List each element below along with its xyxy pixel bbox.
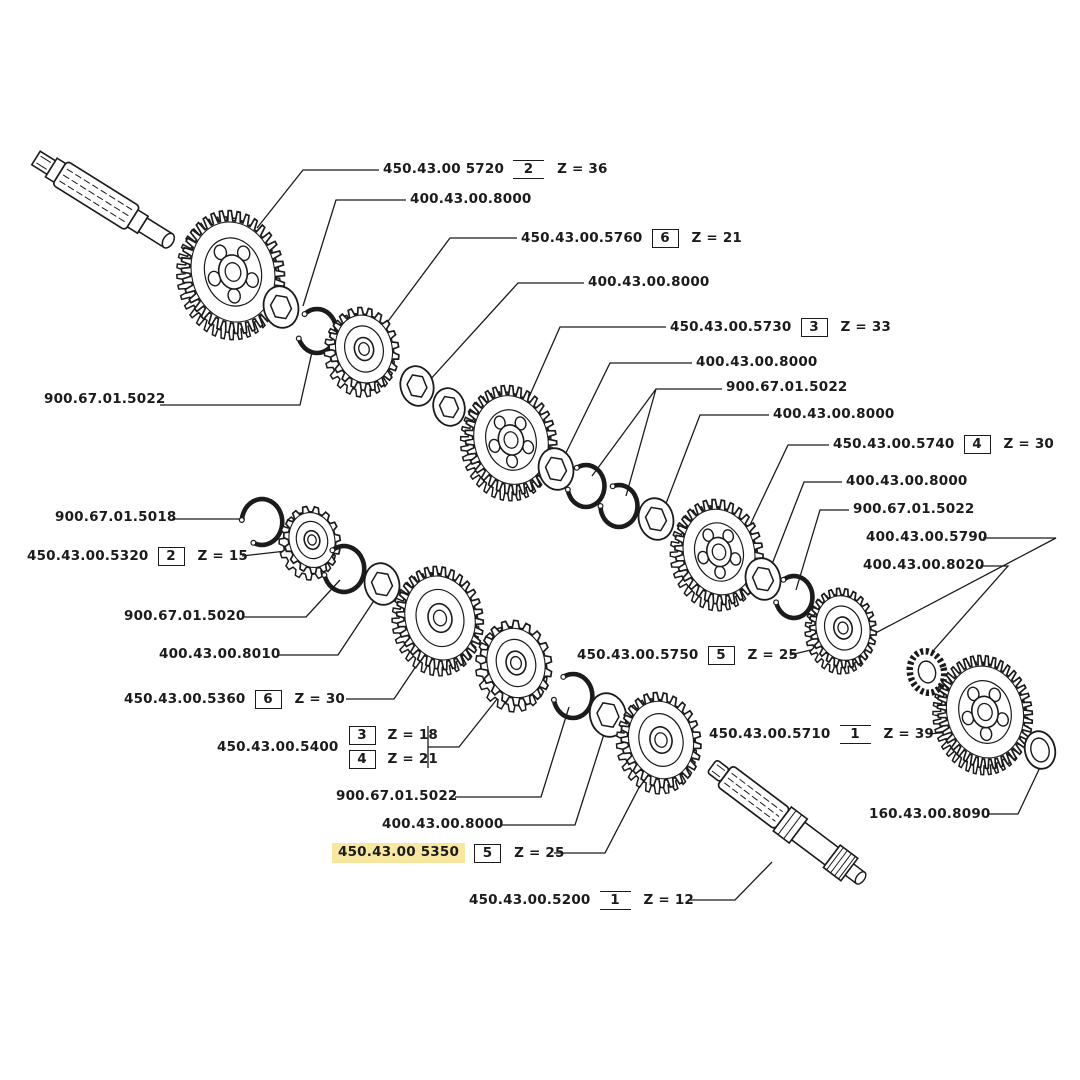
item-index: 3	[801, 318, 828, 337]
tooth-count: Z = 21	[691, 230, 743, 246]
item-index: 6	[255, 690, 282, 709]
label-400-43-00-8000	[696, 354, 818, 371]
tooth-count: Z = 36	[557, 161, 608, 177]
label-160-43-00-8090	[869, 806, 991, 823]
tooth-count: Z = 25	[514, 844, 565, 861]
part-number: 160.43.00.8090	[869, 806, 991, 822]
part-number: 400.43.00.8000	[410, 191, 532, 207]
label-400-43-00-8020	[863, 557, 985, 574]
item-index: 3	[349, 726, 376, 745]
tooth-count: Z = 33	[840, 319, 892, 335]
label-450-43-00-5400	[217, 726, 438, 769]
part-number: 450.43.00.5200	[469, 892, 591, 908]
tooth-count: Z = 12	[643, 892, 695, 908]
tooth-count: Z = 30	[294, 691, 346, 707]
label-400-43-00-8000	[588, 274, 710, 291]
variant-row	[349, 750, 439, 769]
label-450-43-00-5760	[521, 229, 742, 248]
item-index: 6	[652, 229, 679, 248]
part-number: 450.43.00 5720	[383, 161, 505, 177]
part-number: 400.43.00.5790	[866, 529, 988, 545]
label-900-67-01-5018	[55, 509, 177, 526]
part-number: 400.43.00.8000	[382, 816, 504, 832]
tooth-count: Z = 30	[1003, 436, 1055, 452]
item-index: 4	[349, 750, 376, 769]
tooth-count: Z = 18	[387, 727, 439, 743]
tooth-count: Z = 25	[747, 647, 799, 663]
gear-z25-drawing	[796, 581, 886, 681]
part-number: 450.43.00.5400	[217, 739, 339, 755]
part-number: 400.43.00.8010	[159, 646, 281, 662]
hex-washer-drawing	[429, 385, 468, 429]
part-number: 450.43.00.5750	[577, 647, 699, 663]
item-index: 2	[158, 547, 185, 566]
label-900-67-01-5022	[336, 788, 458, 805]
part-number: 450.43.00.5760	[521, 230, 643, 246]
part-number: 400.43.00.8020	[863, 557, 985, 573]
item-index: 2	[513, 160, 544, 179]
part-number: 450.43.00.5360	[124, 691, 246, 707]
label-400-43-00-8000	[410, 191, 532, 208]
item-index: 4	[964, 435, 991, 454]
circlip-drawing	[239, 499, 282, 545]
part-number-highlighted: 450.43.00 5350	[332, 843, 465, 863]
part-number: 900.67.01.5022	[726, 379, 848, 395]
item-index: 5	[708, 646, 735, 665]
label-450-43-00-5200	[469, 891, 694, 910]
item-index: 5	[474, 844, 501, 863]
circlip-drawing	[552, 674, 593, 718]
label-450-43-00-5350-highlighted	[332, 843, 565, 863]
label-900-67-01-5022	[44, 391, 166, 408]
input-shaft-drawing	[29, 146, 180, 255]
label-400-43-00-8010	[159, 646, 281, 663]
part-number: 450.43.00.5730	[670, 319, 792, 335]
part-number: 450.43.00.5320	[27, 548, 149, 564]
tooth-count: Z = 15	[197, 548, 249, 564]
label-400-43-00-5790	[866, 529, 988, 546]
part-number: 450.43.00.5710	[709, 726, 831, 742]
label-900-67-01-5020	[124, 608, 246, 625]
item-index: 1	[840, 725, 871, 744]
label-400-43-00-8000	[382, 816, 504, 833]
label-450-43-00-5740	[833, 435, 1054, 454]
label-450-43-00-5360	[124, 690, 345, 709]
label-450-43-00-5720	[383, 160, 608, 179]
label-400-43-00-8000	[773, 406, 895, 423]
part-number: 400.43.00.8000	[588, 274, 710, 290]
part-number: 900.67.01.5022	[853, 501, 975, 517]
label-400-43-00-8000	[846, 473, 968, 490]
part-number: 900.67.01.5018	[55, 509, 177, 525]
gear-z33-drawing	[448, 376, 569, 511]
part-number: 900.67.01.5022	[336, 788, 458, 804]
label-450-43-00-5750	[577, 646, 798, 665]
part-number: 450.43.00.5740	[833, 436, 955, 452]
part-number: 400.43.00.8000	[696, 354, 818, 370]
gear-z39-drawing	[920, 645, 1045, 785]
variant-row	[349, 726, 439, 745]
label-900-67-01-5022	[726, 379, 848, 396]
label-900-67-01-5022	[853, 501, 975, 518]
part-number: 400.43.00.8000	[846, 473, 968, 489]
part-number: 400.43.00.8000	[773, 406, 895, 422]
main-shaft-drawing	[703, 754, 873, 892]
label-450-43-00-5320	[27, 547, 248, 566]
part-number: 900.67.01.5022	[44, 391, 166, 407]
label-450-43-00-5730	[670, 318, 891, 337]
variant-rows	[349, 726, 439, 769]
hex-washer-drawing	[396, 363, 438, 410]
hex-washer-drawing	[634, 494, 678, 543]
part-number: 900.67.01.5020	[124, 608, 246, 624]
item-index: 1	[600, 891, 631, 910]
tooth-count: Z = 39	[883, 726, 935, 742]
label-450-43-00-5710	[709, 725, 934, 744]
tooth-count: Z = 21	[387, 751, 439, 767]
